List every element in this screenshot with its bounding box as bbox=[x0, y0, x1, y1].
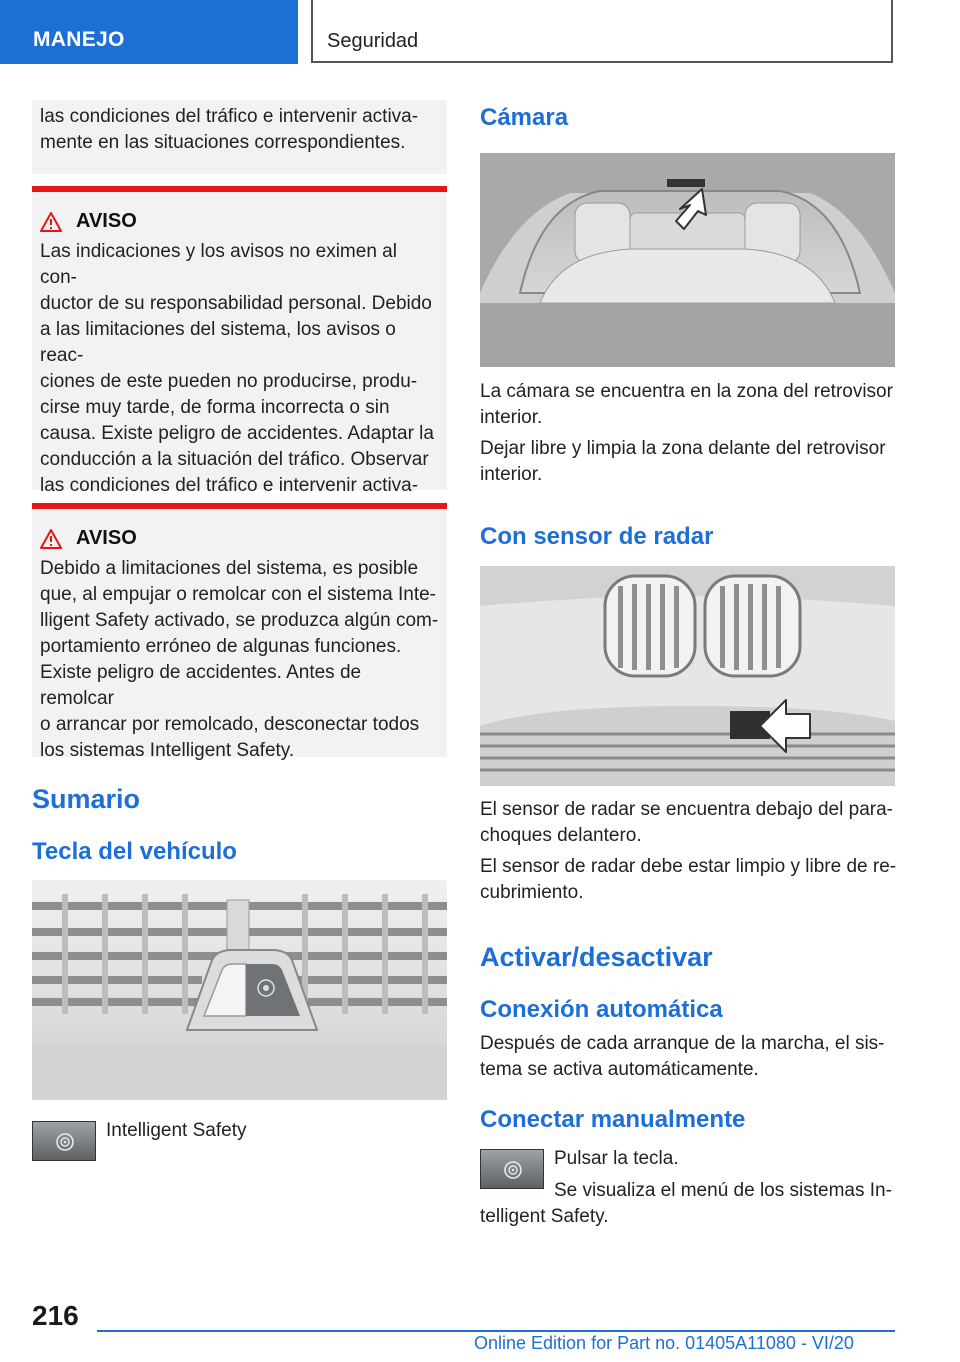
warning-title-1: AVISO bbox=[40, 210, 439, 233]
manual-paragraph-2: Se visualiza el menú de los sistemas In- telligent Safety. bbox=[480, 1180, 892, 1227]
continued-text-box bbox=[32, 100, 447, 174]
heading-sumario: Sumario bbox=[32, 784, 141, 814]
heading-radar: Con sensor de radar bbox=[480, 523, 714, 550]
footer-edition: Online Edition for Part no. 01405A11080 - VI/20 bbox=[474, 1333, 854, 1353]
heading-auto: Conexión automática bbox=[480, 996, 723, 1023]
manual-paragraph-1: Pulsar la tecla. bbox=[554, 1148, 679, 1169]
camara-paragraph-1: La cámara se encuentra en la zona del retrovisor interior. bbox=[480, 381, 893, 428]
warning-box-1 bbox=[32, 192, 447, 496]
chapter-tab bbox=[311, 0, 893, 63]
continued-text: las condiciones del tráfico e intervenir activa- mente en las situaciones correspondientes. bbox=[40, 106, 419, 153]
footer-rule bbox=[97, 1330, 895, 1332]
section-title: MANEJO bbox=[33, 28, 125, 51]
heading-manual: Conectar manualmente bbox=[480, 1106, 746, 1133]
vehicle-key-image bbox=[32, 880, 447, 1100]
camera-image bbox=[480, 153, 895, 367]
radar-paragraph-2: El sensor de radar debe estar limpio y libre de re- cubrimiento. bbox=[480, 856, 897, 903]
page-number: 216 bbox=[32, 1300, 79, 1331]
key-label: Intelligent Safety bbox=[106, 1120, 247, 1141]
heading-tecla: Tecla del vehículo bbox=[32, 838, 237, 865]
radar-sensor-image bbox=[480, 566, 895, 786]
intelligent-safety-key-icon bbox=[32, 1121, 96, 1161]
camara-paragraph-2: Dejar libre y limpia la zona delante del retrovisor interior. bbox=[480, 438, 886, 485]
radar-paragraph-1: El sensor de radar se encuentra debajo del para- choques delantero. bbox=[480, 799, 893, 846]
chapter-title: Seguridad bbox=[327, 30, 419, 52]
warning-text-2: Debido a limitaciones del sistema, es posible que, al empujar o remolcar con el sistema Inte- lligent Safety activado, se produzca algún com- portamiento erróneo de algunas funciones. Existe peligro de accidentes. Antes de remolcar o arrancar por remolcado, desconectar todos los sistemas Intelligent Safety. bbox=[40, 558, 439, 761]
warning-box-2 bbox=[32, 509, 447, 761]
warning-title-2: AVISO bbox=[40, 527, 439, 550]
warning-text-1: Las indicaciones y los avisos no eximen al con- ductor de su responsabilidad personal. Debido a las limitaciones del sistema, los avisos o reac- ciones de este pueden no producirse, produ- cirse muy tarde, de forma incorrecta o sin causa. Existe peligro de accidentes. Adaptar la conducción a la situación del tráfico. Observar las condiciones del tráfico e intervenir activa- bbox=[40, 241, 434, 496]
auto-paragraph: Después de cada arranque de la marcha, el sis- tema se activa automáticamente. bbox=[480, 1033, 885, 1080]
section-tab bbox=[0, 0, 298, 64]
heading-camara: Cámara bbox=[480, 104, 569, 131]
warning-triangle-icon bbox=[40, 529, 62, 549]
warning-triangle-icon bbox=[40, 212, 62, 232]
heading-activar: Activar/desactivar bbox=[480, 942, 713, 972]
